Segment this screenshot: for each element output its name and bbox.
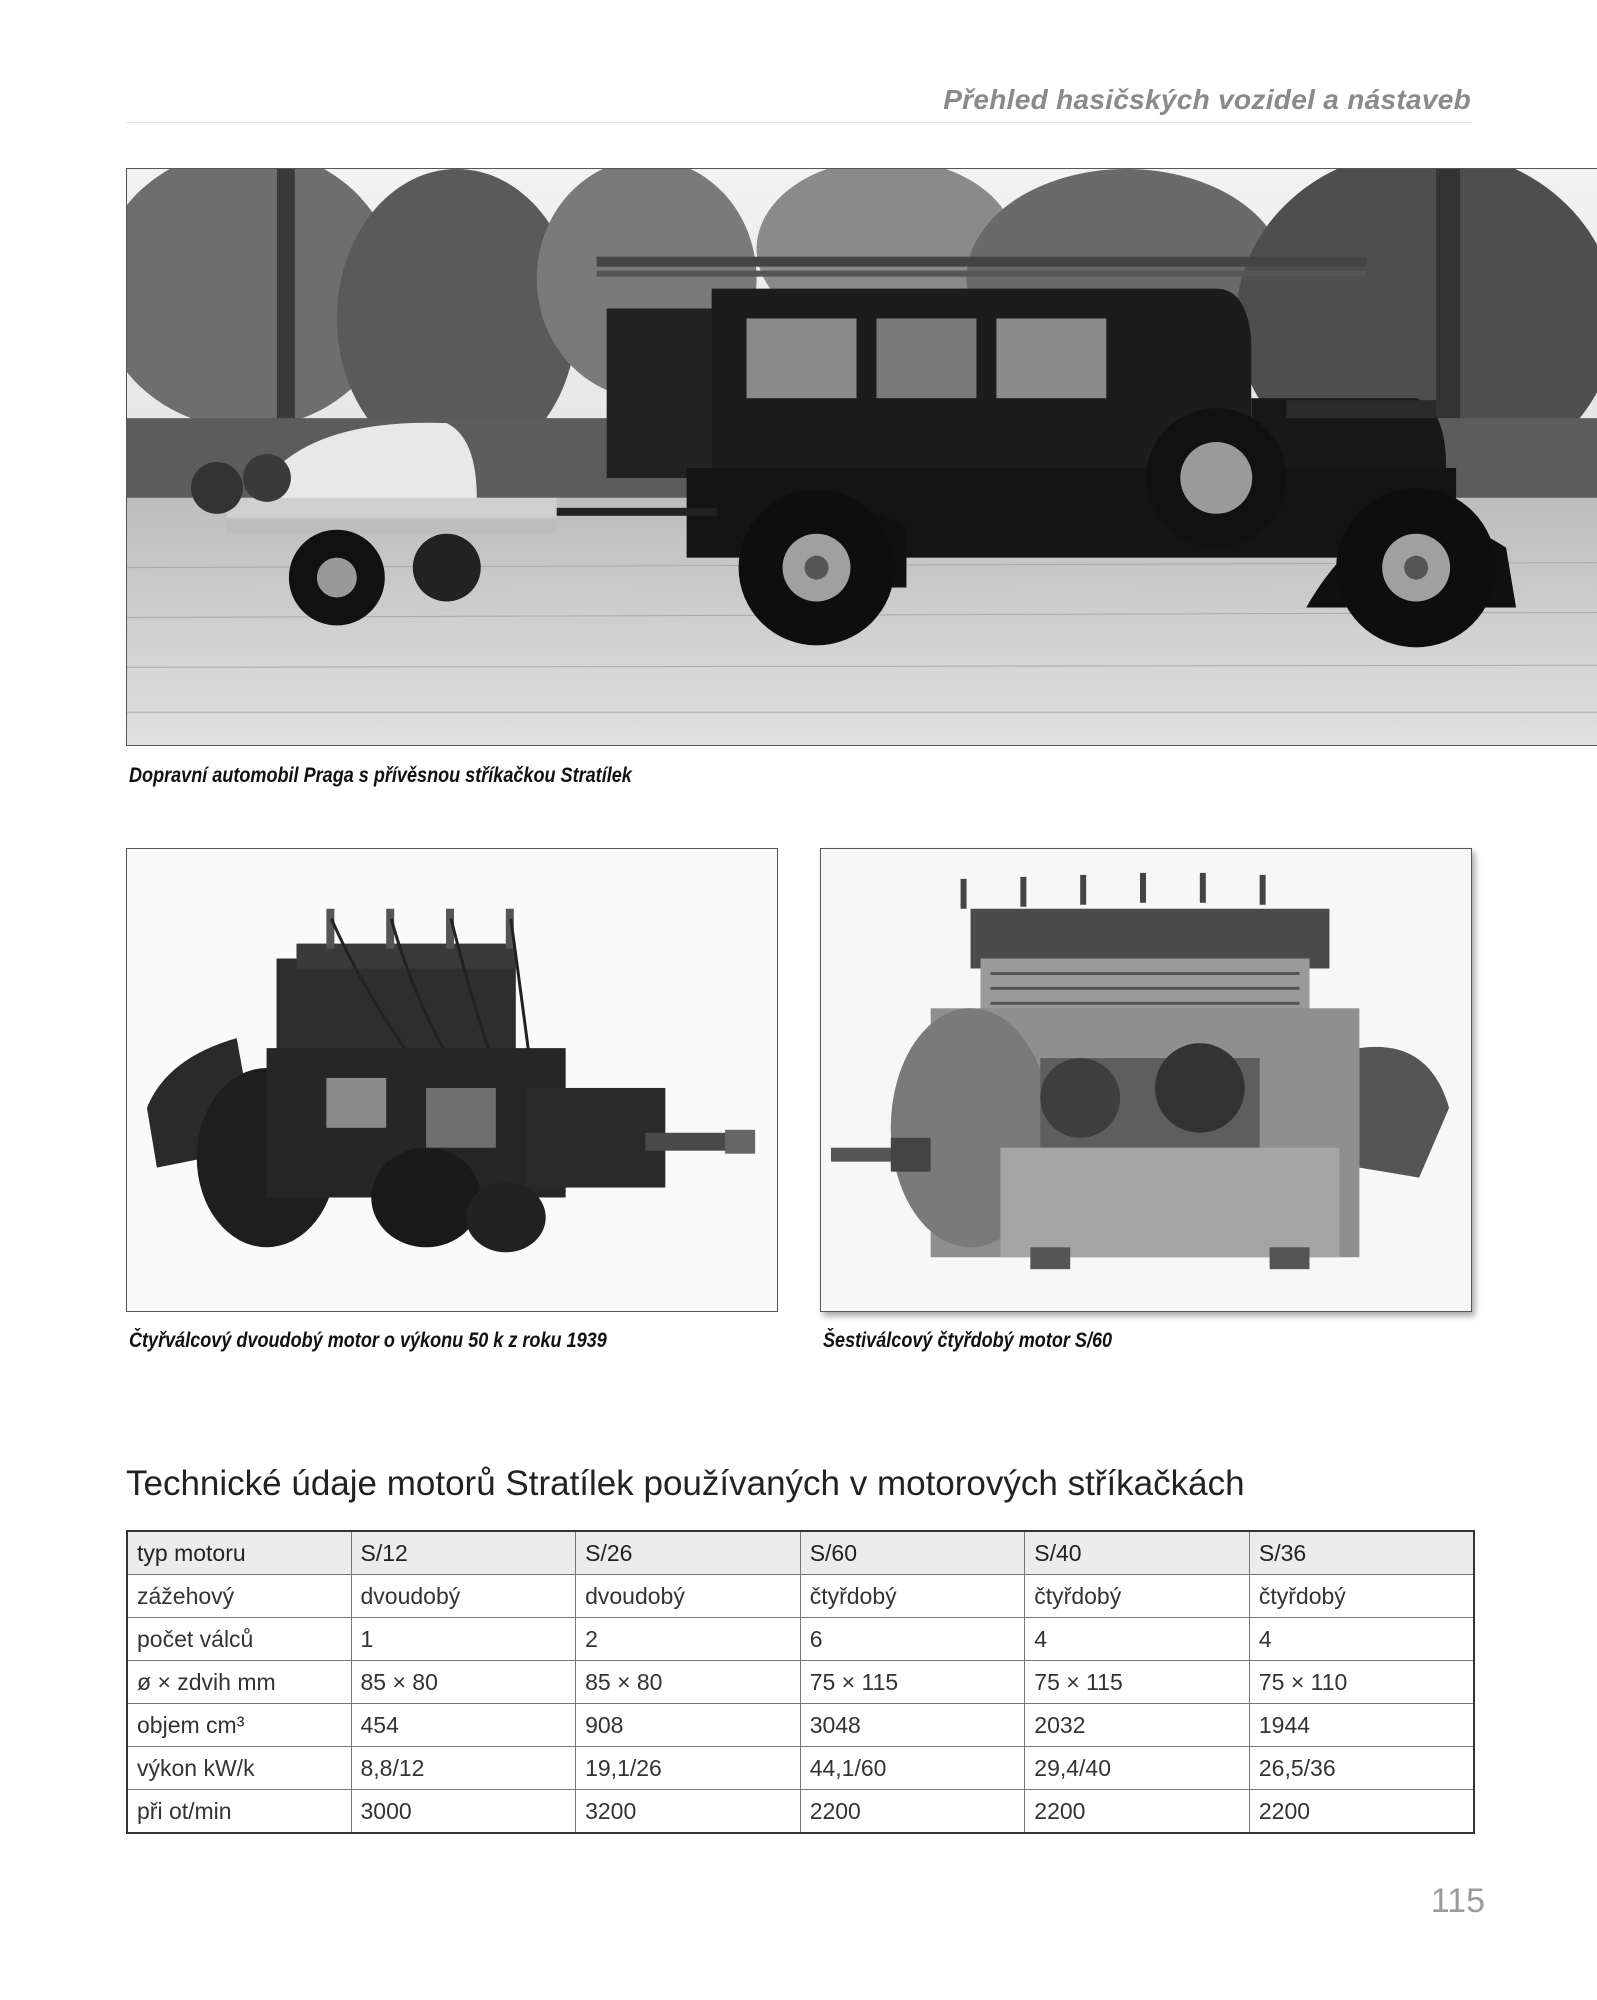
four-cylinder-engine-illustration (127, 849, 777, 1311)
table-cell: 908 (576, 1704, 801, 1747)
six-cylinder-engine-illustration (821, 849, 1471, 1311)
main-photo (126, 168, 1597, 746)
table-cell: 85 × 80 (576, 1661, 801, 1704)
table-cell: dvoudobý (576, 1575, 801, 1618)
page-number: 115 (1430, 1882, 1485, 1920)
table-cell: 8,8/12 (351, 1747, 576, 1790)
row-label: ø × zdvih mm (127, 1661, 351, 1704)
row-label: zážehový (127, 1575, 351, 1618)
table-cell: 1944 (1249, 1704, 1474, 1747)
row-label: při ot/min (127, 1790, 351, 1834)
table-row (127, 1704, 1474, 1747)
table-row (127, 1661, 1474, 1704)
running-head: Přehled hasičských vozidel a nástaveb (943, 84, 1471, 115)
table-header-row (127, 1531, 1474, 1575)
table-cell: 2200 (1025, 1790, 1250, 1834)
table-cell: 454 (351, 1704, 576, 1747)
table-cell: 3200 (576, 1790, 801, 1834)
engine-six-caption: Šestiválcový čtyřdobý motor S/60 (823, 1329, 1113, 1352)
table-cell: 1 (351, 1618, 576, 1661)
table-cell: 85 × 80 (351, 1661, 576, 1704)
table-cell: 2200 (800, 1790, 1025, 1834)
table-cell: 75 × 115 (800, 1661, 1025, 1704)
table-cell: 6 (800, 1618, 1025, 1661)
table-cell: 3000 (351, 1790, 576, 1834)
table-cell: 75 × 115 (1025, 1661, 1250, 1704)
table-cell: 19,1/26 (576, 1747, 801, 1790)
table-header-cell: S/60 (800, 1531, 1025, 1575)
table-row (127, 1790, 1474, 1834)
table-cell: čtyřdobý (1249, 1575, 1474, 1618)
table-row (127, 1618, 1474, 1661)
table-cell: čtyřdobý (1025, 1575, 1250, 1618)
engine-four-photo (126, 848, 778, 1312)
row-label: výkon kW/k (127, 1747, 351, 1790)
table-header-cell: S/36 (1249, 1531, 1474, 1575)
table-cell: 75 × 110 (1249, 1661, 1474, 1704)
table-cell: 2 (576, 1618, 801, 1661)
table-row (127, 1575, 1474, 1618)
table-cell: 26,5/36 (1249, 1747, 1474, 1790)
table-cell: 2200 (1249, 1790, 1474, 1834)
table-header-cell: S/40 (1025, 1531, 1250, 1575)
specs-table-title: Technické údaje motorů Stratílek používaných v motorových stříkačkách (126, 1464, 1245, 1503)
engine-specs-table (126, 1530, 1475, 1834)
table-cell: 44,1/60 (800, 1747, 1025, 1790)
table-cell: 4 (1025, 1618, 1250, 1661)
engine-four-caption: Čtyřválcový dvoudobý motor o výkonu 50 k z roku 1939 (129, 1329, 607, 1352)
row-label: počet válců (127, 1618, 351, 1661)
table-header-cell: S/12 (351, 1531, 576, 1575)
praga-truck-photo (127, 169, 1597, 745)
table-cell: dvoudobý (351, 1575, 576, 1618)
table-cell: 3048 (800, 1704, 1025, 1747)
table-header-cell: S/26 (576, 1531, 801, 1575)
table-row (127, 1747, 1474, 1790)
table-cell: 2032 (1025, 1704, 1250, 1747)
table-cell: 4 (1249, 1618, 1474, 1661)
engine-six-photo (820, 848, 1472, 1312)
main-photo-caption: Dopravní automobil Praga s přívěsnou stříkačkou Stratílek (129, 764, 632, 787)
header-rule (126, 122, 1472, 123)
row-label: objem cm³ (127, 1704, 351, 1747)
table-cell: 29,4/40 (1025, 1747, 1250, 1790)
table-header-cell: typ motoru (127, 1531, 351, 1575)
table-cell: čtyřdobý (800, 1575, 1025, 1618)
